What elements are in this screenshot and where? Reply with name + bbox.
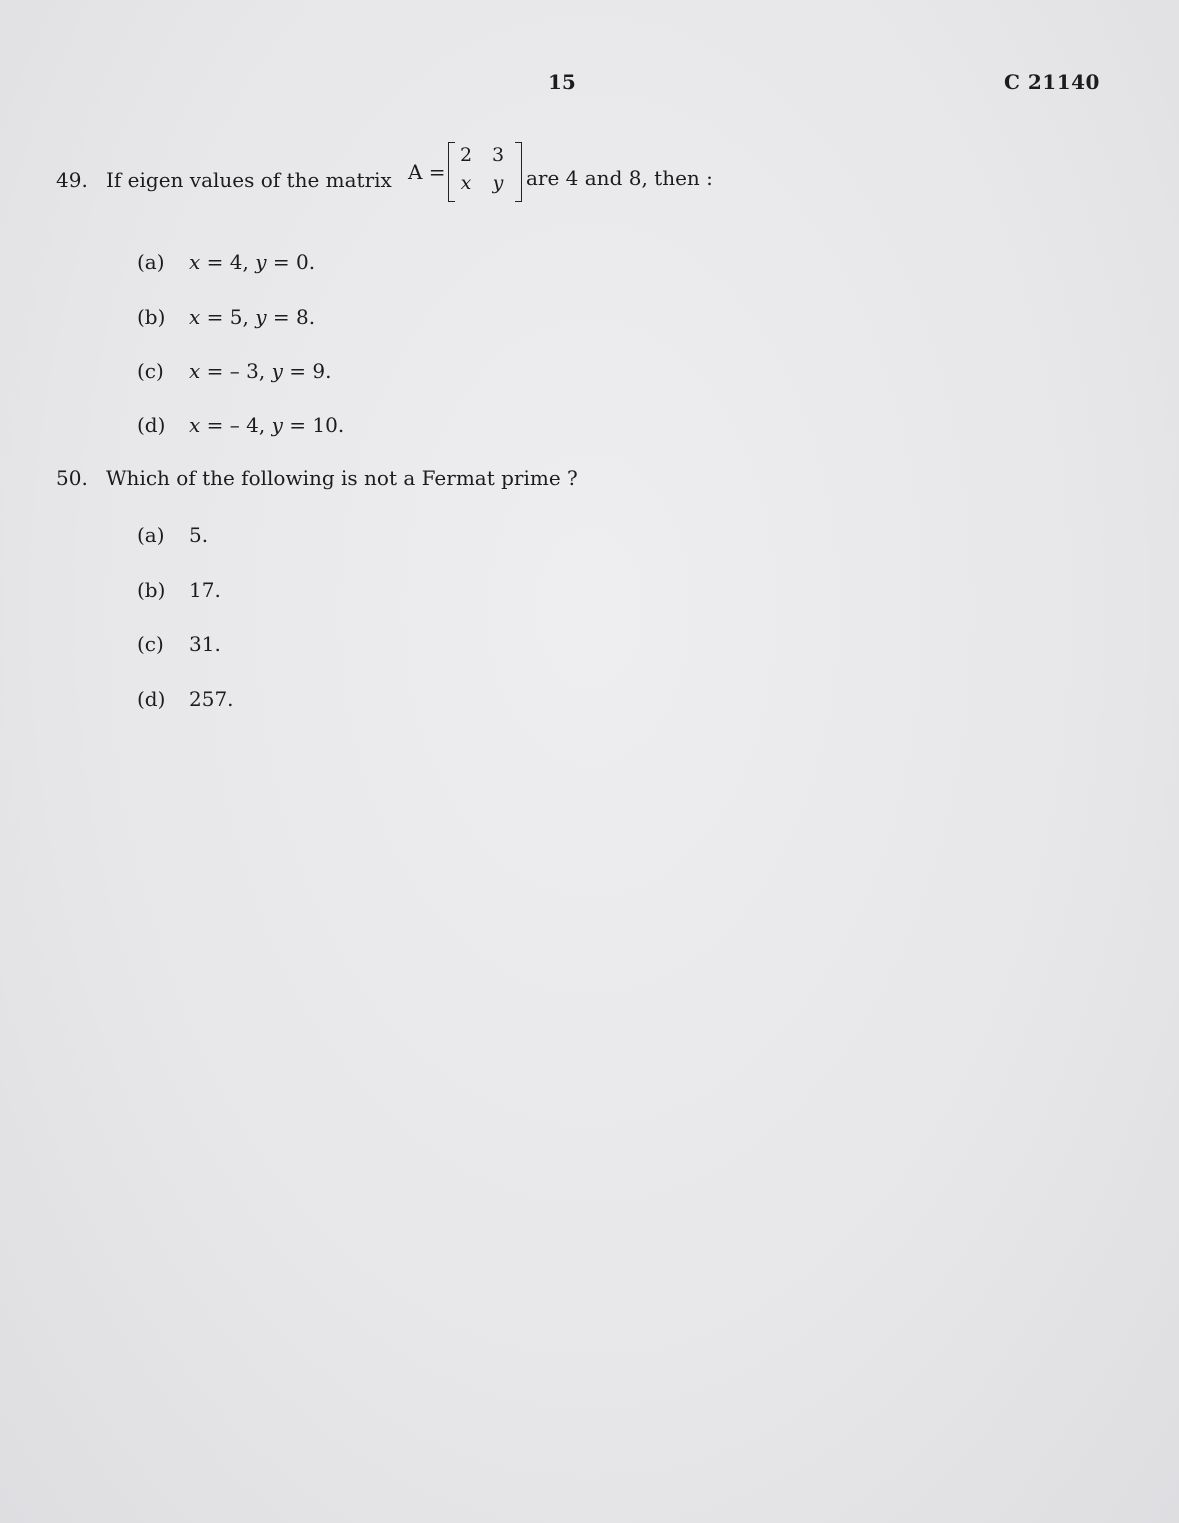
question-text: If eigen values of the matrix <box>106 168 392 192</box>
math-variable: x <box>189 413 201 437</box>
option-label: (b) <box>137 305 166 329</box>
matrix-left-bracket <box>448 142 455 202</box>
option-text: x = 4, y = 0. <box>189 250 316 274</box>
option-50-d[interactable] <box>137 687 234 711</box>
question-number: 49. <box>56 168 88 192</box>
option-label: (a) <box>137 523 165 547</box>
option-50-a[interactable] <box>137 523 208 547</box>
matrix-cell: 2 <box>459 144 473 166</box>
math-variable: y <box>271 359 283 383</box>
math-variable: x <box>189 359 201 383</box>
matrix-cell: x <box>460 172 472 194</box>
matrix-label: A = <box>408 160 446 184</box>
option-text: 31. <box>189 632 221 656</box>
option-text: x = – 3, y = 9. <box>189 359 332 383</box>
option-label: (b) <box>137 578 166 602</box>
question-number: 50. <box>56 466 88 490</box>
matrix-cell: 3 <box>491 144 505 166</box>
option-label: (a) <box>137 250 165 274</box>
option-49-b[interactable] <box>137 305 315 329</box>
option-49-d[interactable] <box>137 413 344 437</box>
question-text-suffix: are 4 and 8, then : <box>526 166 713 190</box>
option-text: 5. <box>189 523 209 547</box>
option-label: (d) <box>137 413 166 437</box>
option-text: 257. <box>189 687 234 711</box>
option-text: x = 5, y = 8. <box>189 305 316 329</box>
option-49-c[interactable] <box>137 359 331 383</box>
option-text: 17. <box>189 578 221 602</box>
option-50-c[interactable] <box>137 632 221 656</box>
question-49 <box>56 168 392 192</box>
matrix <box>448 142 522 202</box>
exam-code: C 21140 <box>1004 70 1100 94</box>
option-text: x = – 4, y = 10. <box>189 413 345 437</box>
question-text: Which of the following is not a Fermat prime ? <box>106 466 578 490</box>
option-label: (c) <box>137 632 164 656</box>
option-label: (c) <box>137 359 164 383</box>
question-50 <box>56 466 578 490</box>
page-number: 15 <box>548 70 576 94</box>
math-variable: y <box>255 305 267 329</box>
math-variable: x <box>189 250 201 274</box>
math-variable: y <box>271 413 283 437</box>
matrix-cell: y <box>492 172 504 194</box>
option-50-b[interactable] <box>137 578 221 602</box>
option-label: (d) <box>137 687 166 711</box>
option-49-a[interactable] <box>137 250 315 274</box>
math-variable: y <box>255 250 267 274</box>
math-variable: x <box>189 305 201 329</box>
matrix-right-bracket <box>515 142 522 202</box>
